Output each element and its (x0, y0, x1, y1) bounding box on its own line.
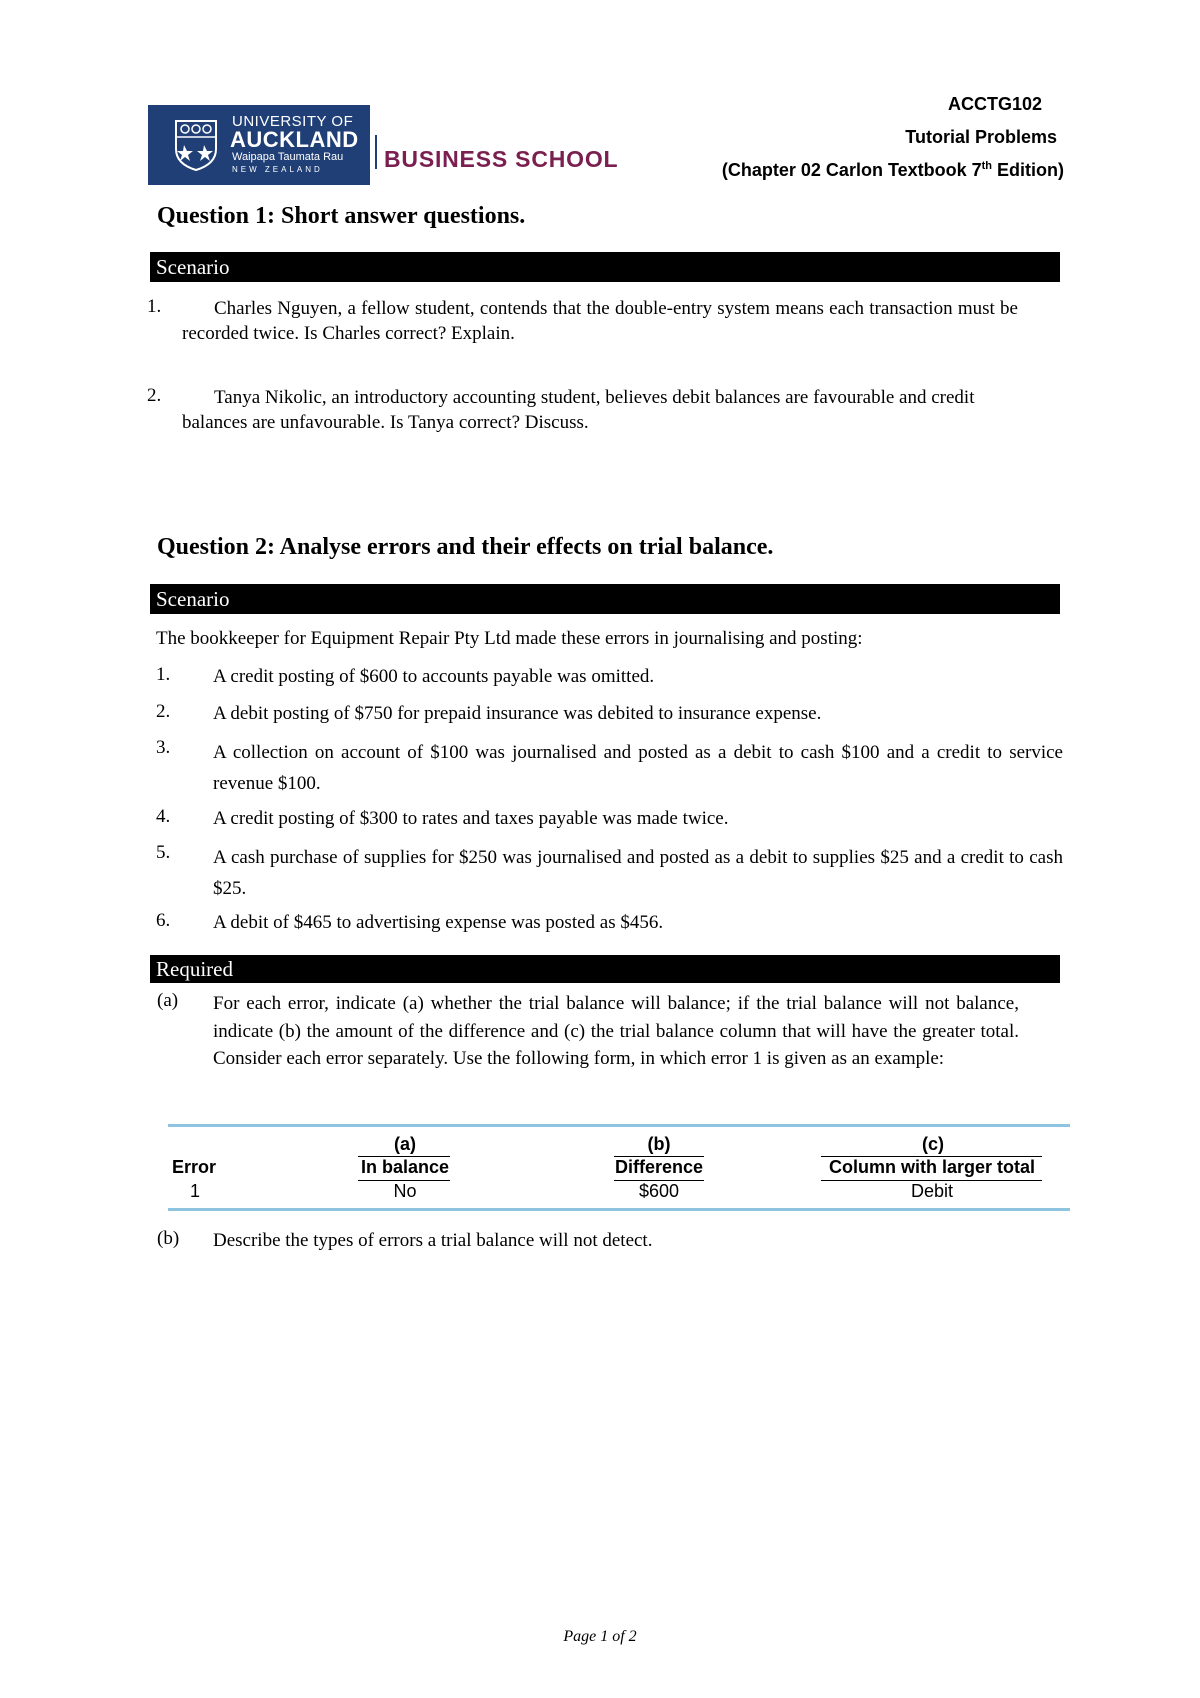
logo-country-line: NEW ZEALAND (232, 165, 323, 174)
table-header-title: Difference (614, 1157, 704, 1177)
page-number: Page 1 of 2 (563, 1628, 637, 1645)
q1-item-text: Tanya Nikolic, an introductory accounting student, believes debit balances are favourable and credit balances are unfavourable. Is Tanya correct? Discuss. (182, 387, 975, 433)
part-text: For each error, indicate (a) whether the trial balance will balance; if the trial balance will not balance, indicate (b) the amount of the difference and (c) the trial balance column that will have the greater total. Consider each error separately. Use the following form, in which error 1 is given as an example: (213, 993, 1019, 1069)
table-header-letter: (a) (394, 1134, 416, 1154)
table-cell: $600 (638, 1181, 680, 1201)
question-1-heading: Question 1: Short answer questions. (157, 203, 526, 229)
crest-icon (174, 119, 218, 171)
error-text: A debit posting of $750 for prepaid insurance was debited to insurance expense. (213, 703, 822, 724)
required-bar: Required (150, 955, 1060, 983)
error-text: A collection on account of $100 was journalised and posted as a debit to cash $100 and a credit to service revenue $100. (213, 742, 1063, 794)
table-cell: 1 (189, 1181, 200, 1201)
question-2-heading: Question 2: Analyse errors and their effects on trial balance. (157, 534, 774, 560)
table-header-letter: (b) (647, 1134, 671, 1154)
table-bottom-rule (168, 1208, 1070, 1211)
q1-item-number: 1. (147, 296, 162, 317)
error-number: 2. (156, 701, 171, 722)
logo-maori-line: Waipapa Taumata Rau (232, 151, 344, 163)
part-label: (a) (157, 990, 179, 1011)
q1-item-text: Charles Nguyen, a fellow student, contends that the double-entry system means each transaction must be recorded twice. Is Charles correct? Explain. (182, 298, 1018, 344)
chapter-sup: th (981, 160, 993, 172)
table-header-letter: (c) (922, 1134, 944, 1154)
q1-scenario-bar: Scenario (150, 252, 1060, 282)
q2-scenario-bar: Scenario (150, 584, 1060, 614)
table-header-title: In balance (360, 1157, 450, 1177)
error-text: A credit posting of $300 to rates and taxes payable was made twice. (213, 808, 729, 829)
table-cell: No (393, 1181, 417, 1201)
logo-divider (375, 135, 377, 169)
error-text: A credit posting of $600 to accounts payable was omitted. (213, 666, 655, 687)
error-text: A debit of $465 to advertising expense was posted as $456. (213, 912, 664, 933)
table-cell: Debit (910, 1181, 954, 1201)
error-number: 4. (156, 806, 171, 827)
error-text: A cash purchase of supplies for $250 was journalised and posted as a debit to supplies $25 and a credit to cash $25. (213, 847, 1063, 899)
logo-name-line: AUCKLAND (230, 127, 359, 152)
part-text: Describe the types of errors a trial balance will not detect. (213, 1230, 653, 1251)
q2-intro: The bookkeeper for Equipment Repair Pty Ltd made these errors in journalising and posting: (156, 628, 863, 649)
table-header-title: Column with larger total (828, 1157, 1035, 1177)
chapter-line (722, 160, 1064, 181)
doc-title: Tutorial Problems (905, 127, 1057, 147)
part-label: (b) (157, 1228, 180, 1249)
q1-item-number: 2. (147, 385, 162, 406)
table-header-error: Error (172, 1157, 217, 1177)
business-school-label: BUSINESS SCHOOL (384, 146, 619, 172)
error-number: 3. (156, 737, 171, 758)
course-code: ACCTG102 (947, 94, 1042, 114)
error-number: 1. (156, 664, 171, 685)
chapter-prefix: (Chapter 02 Carlon Textbook 7 (721, 160, 982, 180)
error-number: 5. (156, 842, 171, 863)
chapter-suffix: Edition) (992, 160, 1064, 180)
logo-university-line: UNIVERSITY OF (232, 113, 354, 130)
table-top-rule (168, 1124, 1070, 1127)
error-number: 6. (156, 910, 171, 931)
